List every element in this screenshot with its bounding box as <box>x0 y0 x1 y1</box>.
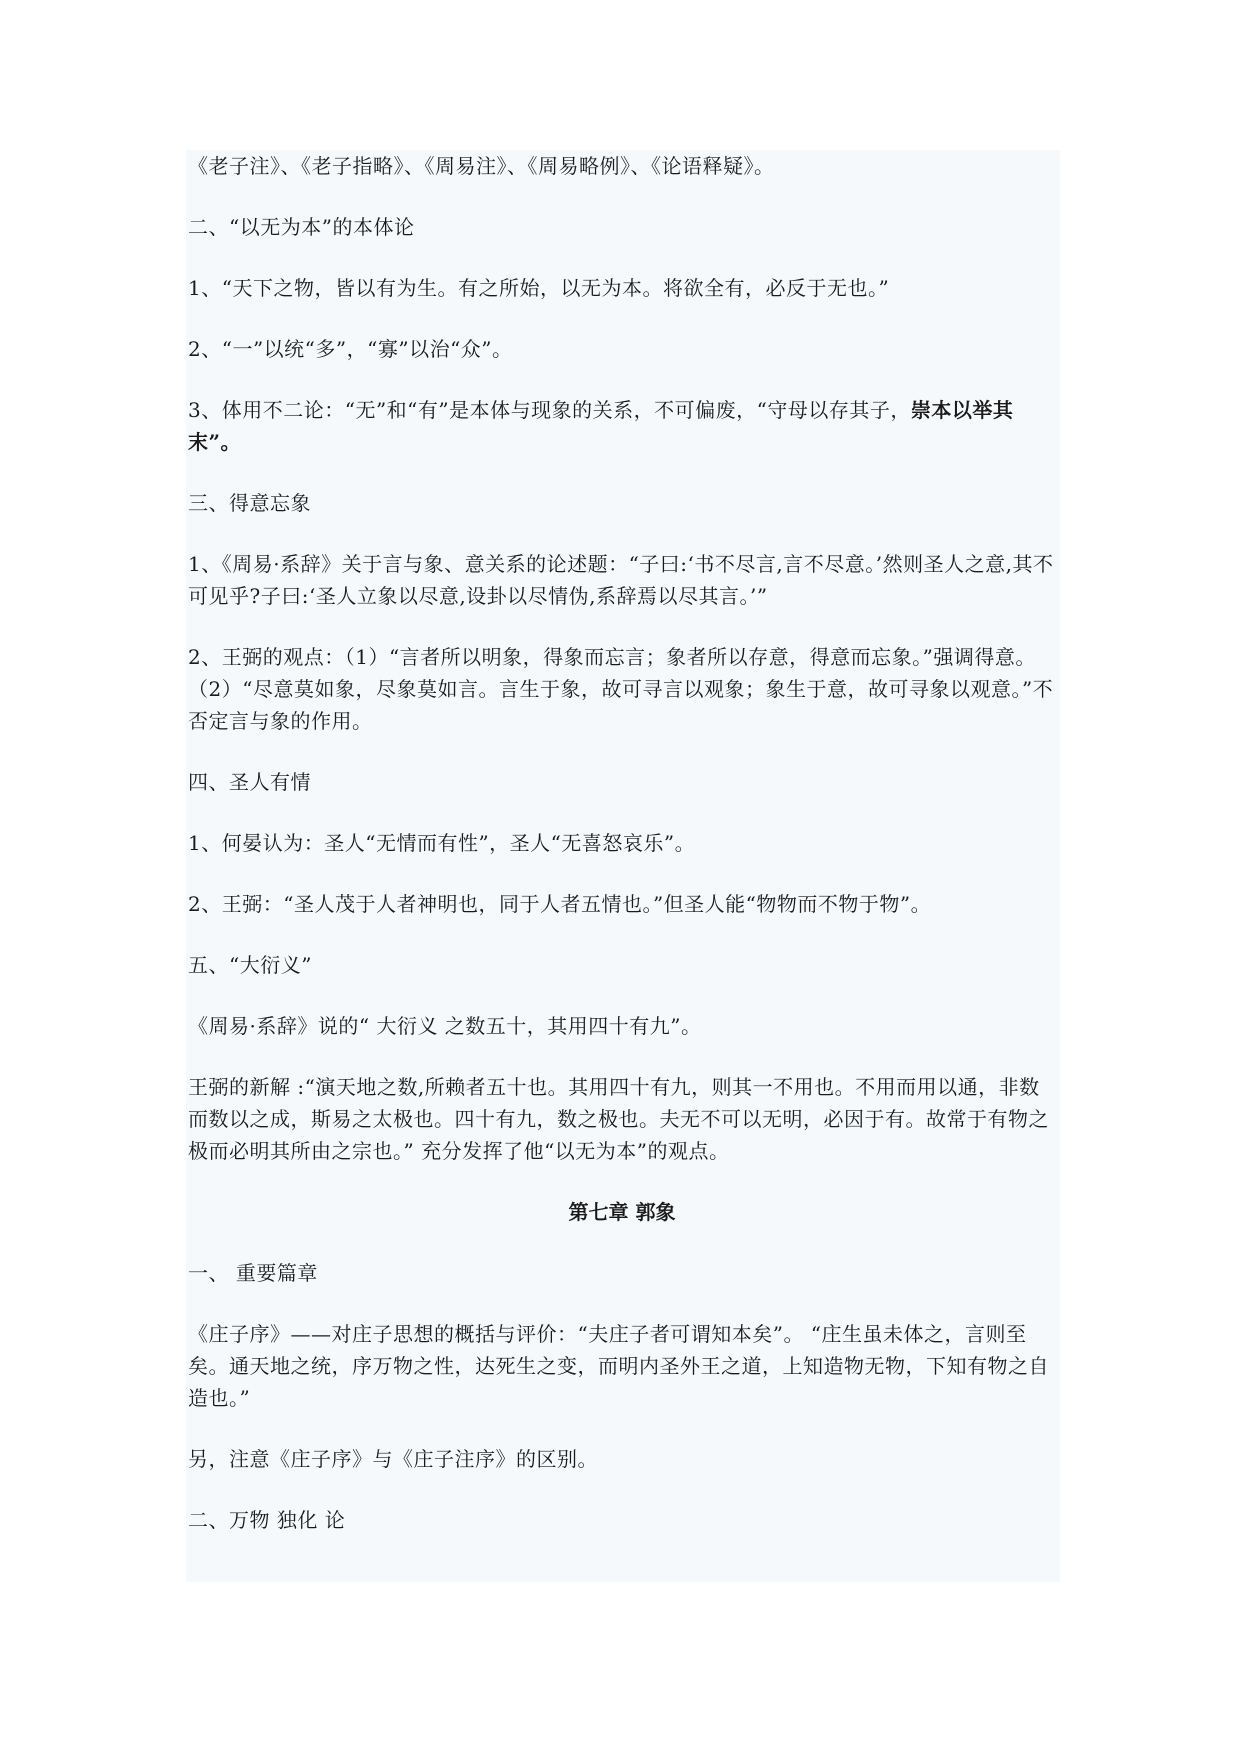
paragraph-3-1: 1、《周易·系辞》关于言与象、意关系的论述题：“子曰:‘书不尽言,言不尽意。’然则圣人之意,其不可见乎?子曰:‘圣人立象以尽意,设卦以尽情伪,系辞焉以尽其言。’” <box>188 552 1054 608</box>
chapter-title: 第七章 郭象 <box>568 1200 676 1224</box>
section-heading-4: 四、圣人有情 <box>188 770 311 794</box>
document-body <box>186 150 1060 1582</box>
paragraph-4-2: 2、王弼：“圣人茂于人者神明也，同于人者五情也。”但圣人能“物物而不物于物”。 <box>188 892 932 916</box>
chapter7-paragraph-2: 另，注意《庄子序》与《庄子注序》的区别。 <box>188 1447 598 1471</box>
section-heading-5: 五、“大衍义” <box>188 953 312 977</box>
works-list: 《老子注》、《老子指略》、《周易注》、《周易略例》、《论语释疑》。 <box>188 154 775 178</box>
paragraph-2-1: 1、“天下之物，皆以有为生。有之所始，以无为本。将欲全有，必反于无也。” <box>188 276 890 300</box>
paragraph-3-2: 2、王弼的观点：（1）“言者所以明象，得象而忘言；象者所以存意，得意而忘象。”强调得意。（2）“尽意莫如象，尽象莫如言。言生于象，故可寻言以观象；象生于意，故可寻象以观意。”不否定言与象的作用。 <box>188 645 1054 733</box>
paragraph-5-2: 王弼的新解 :“演天地之数,所赖者五十也。其用四十有九，则其一不用也。不用而用以通，非数而数以之成，斯易之太极也。四十有九，数之极也。夫无不可以无明，必因于有。故常于有物之极而必明其所由之宗也。” 充分发挥了他“以无为本”的观点。 <box>188 1075 1049 1163</box>
chapter7-heading-1: 一、 重要篇章 <box>188 1261 318 1285</box>
paragraph-4-1: 1、何晏认为：圣人“无情而有性”，圣人“无喜怒哀乐”。 <box>188 831 696 855</box>
paragraph-2-3 <box>188 394 1056 458</box>
section-heading-3: 三、得意忘象 <box>188 491 311 515</box>
paragraph-5-1: 《周易·系辞》说的“ 大衍义 之数五十，其用四十有九”。 <box>188 1014 702 1038</box>
section-heading-2: 二、“以无为本”的本体论 <box>188 215 415 239</box>
chapter7-heading-2: 二、万物 独化 论 <box>188 1508 346 1532</box>
paragraph-2-2: 2、“一”以统“多”，“寡”以治“众”。 <box>188 337 513 361</box>
paragraph-2-3-bold-text: 崇本以举其末”。 <box>188 398 1014 454</box>
chapter7-paragraph-1: 《庄子序》——对庄子思想的概括与评价：“夫庄子者可谓知本矣”。 “庄生虽未体之，言则至矣。通天地之统，序万物之性，达死生之变，而明内圣外王之道，上知造物无物，下知有物之自造也。” <box>188 1322 1049 1410</box>
paragraph-2-3-text: 3、体用不二论：“无”和“有”是本体与现象的关系，不可偏废，“守母以存其子， <box>188 398 911 422</box>
